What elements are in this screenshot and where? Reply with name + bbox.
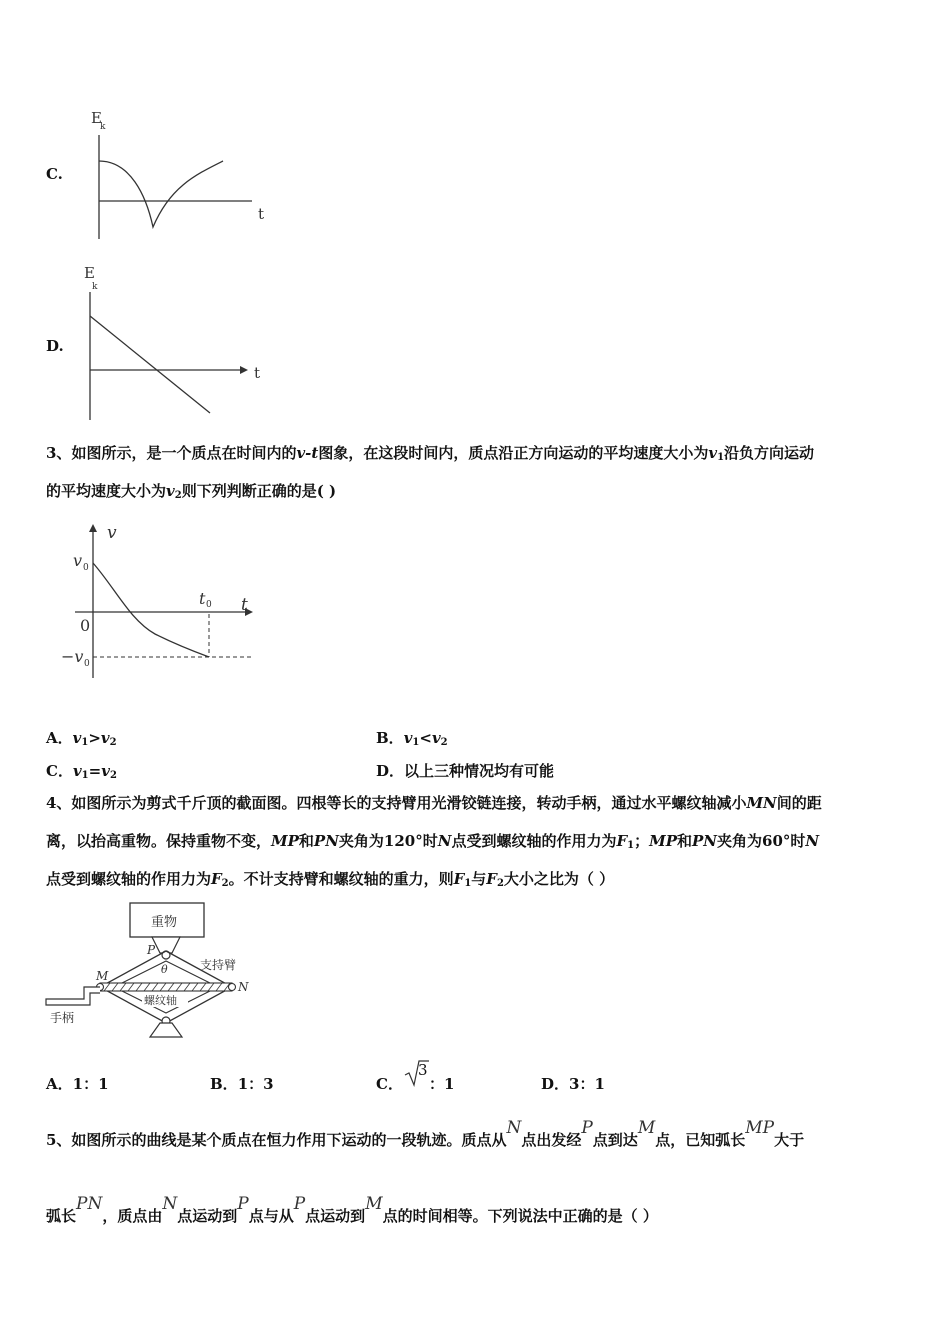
q4-option-c[interactable]: C． 3 ：1: [376, 1061, 455, 1093]
q3-option-a[interactable]: A．$v_1>v_2$: [46, 729, 117, 748]
question-4-line-1: 4、如图所示为剪式千斤顶的截面图。四根等长的支持臂用光滑铰链连接，转动手柄，通过水平螺纹轴减小MN间的距: [46, 794, 822, 812]
question-4-line-3: 点受到螺纹轴的作用力为$F_2$。不计支持臂和螺纹轴的重力，则$F_1$与$F_2$大小之比为（ ）: [46, 870, 615, 889]
t0-subscript: 0: [206, 600, 212, 610]
q3-option-b[interactable]: B．$v_1<v_2$: [376, 729, 448, 748]
question-4-line-2: 离，以抬高重物。保持重物不变，MP和PN夹角为120°时N点受到螺纹轴的作用力为$F_1$；MP和PN夹角为60°时N: [46, 832, 820, 851]
scissor-jack-diagram: [40, 895, 270, 1040]
option-c-label: C.: [46, 165, 63, 183]
v-axis-label: v: [107, 523, 117, 543]
y-axis-label: E: [84, 264, 95, 282]
weight-label: 重物: [151, 915, 178, 930]
q4-option-d[interactable]: D．3：1: [541, 1075, 605, 1093]
x-axis-label: t: [254, 364, 261, 382]
neg-v0-label: −v: [61, 647, 84, 666]
question-5-line-1: 5、如图所示的曲线是某个质点在恒力作用下运动的一段轨迹。质点从N点出发经P点到达M点，已知弧长MP大于: [46, 1118, 805, 1149]
ek-graph-c: [80, 105, 280, 245]
point-n-label: N: [238, 980, 249, 994]
arm-label: 支持臂: [200, 958, 237, 972]
point-m-label: M: [96, 969, 109, 983]
question-3-line-2: 的平均速度大小为$v_2$则下列判断正确的是( ): [46, 482, 337, 501]
v0-label: v: [73, 551, 83, 570]
y-axis-label: E: [91, 109, 102, 127]
point-p-label: P: [147, 943, 156, 957]
q4-option-a[interactable]: A．1：1: [46, 1075, 109, 1093]
option-d-label: D.: [46, 337, 64, 355]
ek-graph-d: [70, 260, 280, 425]
theta-label: θ: [161, 963, 168, 976]
y-axis-subscript: k: [92, 282, 98, 292]
t-axis-label: t: [241, 595, 248, 615]
question-3-line-1: 3、如图所示，是一个质点在时间内的v-t图象，在这段时间内，质点沿正方向运动的平均速度大小为$v_1$沿负方向运动: [46, 444, 815, 463]
screw-label: 螺纹轴: [144, 994, 177, 1007]
q3-option-c[interactable]: C．$v_1=v_2$: [46, 762, 117, 781]
origin-label: 0: [80, 616, 91, 635]
t0-label: t: [199, 589, 206, 608]
neg-v0-subscript: 0: [84, 659, 90, 669]
sqrt-symbol: 3: [403, 1075, 429, 1089]
q4-option-b[interactable]: B．1：3: [210, 1075, 274, 1093]
y-axis-subscript: k: [100, 122, 106, 132]
x-axis-label: t: [258, 205, 265, 223]
handle-label: 手柄: [50, 1011, 75, 1025]
v0-subscript: 0: [83, 563, 89, 573]
q3-option-d[interactable]: D．以上三种情况均有可能: [376, 762, 555, 780]
question-5-line-2: 弧长PN，质点由N点运动到P点与从P点运动到M点的时间相等。下列说法中正确的是（ ）: [46, 1194, 658, 1225]
vt-graph: [55, 518, 265, 683]
